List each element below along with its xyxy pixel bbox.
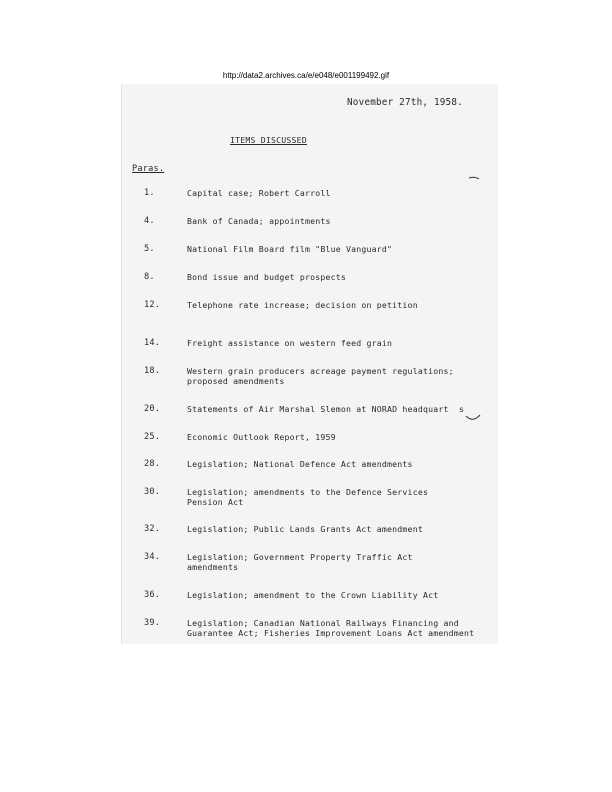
para-number: 32. (144, 524, 161, 534)
para-number: 1. (144, 188, 155, 198)
para-number: 28. (144, 459, 161, 469)
para-number: 8. (144, 272, 155, 282)
paras-label: Paras. (132, 164, 165, 174)
para-number: 25. (144, 432, 161, 442)
item-line: Telephone rate increase; decision on petition (187, 300, 418, 310)
item-line: Legislation; amendments to the Defence Services (187, 487, 429, 497)
source-url: http://data2.archives.ca/e/e048/e001199492.gif (222, 71, 390, 80)
item-line: Legislation; National Defence Act amendments (187, 459, 413, 469)
document-page (121, 84, 498, 644)
item-line: Guarantee Act; Fisheries Improvement Loans Act amendment (187, 628, 475, 638)
para-number: 5. (144, 244, 155, 254)
para-number: 39. (144, 618, 161, 628)
para-number: 36. (144, 590, 161, 600)
document-heading: ITEMS DISCUSSED (230, 135, 307, 145)
item-line: Western grain producers acreage payment regulations; (187, 366, 454, 376)
item-line: Pension Act (187, 497, 244, 507)
item-line: Bank of Canada; appointments (187, 216, 331, 226)
scan-mark (468, 176, 480, 180)
item-line: Economic Outlook Report, 1959 (187, 432, 336, 442)
item-line: Bond issue and budget prospects (187, 272, 347, 282)
item-line: Freight assistance on western feed grain (187, 338, 393, 348)
para-number: 18. (144, 366, 161, 376)
para-number: 14. (144, 338, 161, 348)
item-line: amendments (187, 562, 239, 572)
item-line: Capital case; Robert Carroll (187, 188, 331, 198)
item-line: Legislation; Government Property Traffic Act (187, 552, 413, 562)
para-number: 12. (144, 300, 161, 310)
para-number: 4. (144, 216, 155, 226)
scan-mark (465, 414, 481, 424)
item-line: Statements of Air Marshal Slemon at NORAD headquart s (187, 404, 464, 414)
item-line: Legislation; amendment to the Crown Liability Act (187, 590, 439, 600)
item-line: Legislation; Canadian National Railways Financing and (187, 618, 459, 628)
para-number: 20. (144, 404, 161, 414)
item-line: Legislation; Public Lands Grants Act amendment (187, 524, 423, 534)
item-line: proposed amendments (187, 376, 285, 386)
document-date: November 27th, 1958. (347, 97, 463, 108)
item-line: National Film Board film "Blue Vanguard" (187, 244, 393, 254)
para-number: 34. (144, 552, 161, 562)
para-number: 30. (144, 487, 161, 497)
